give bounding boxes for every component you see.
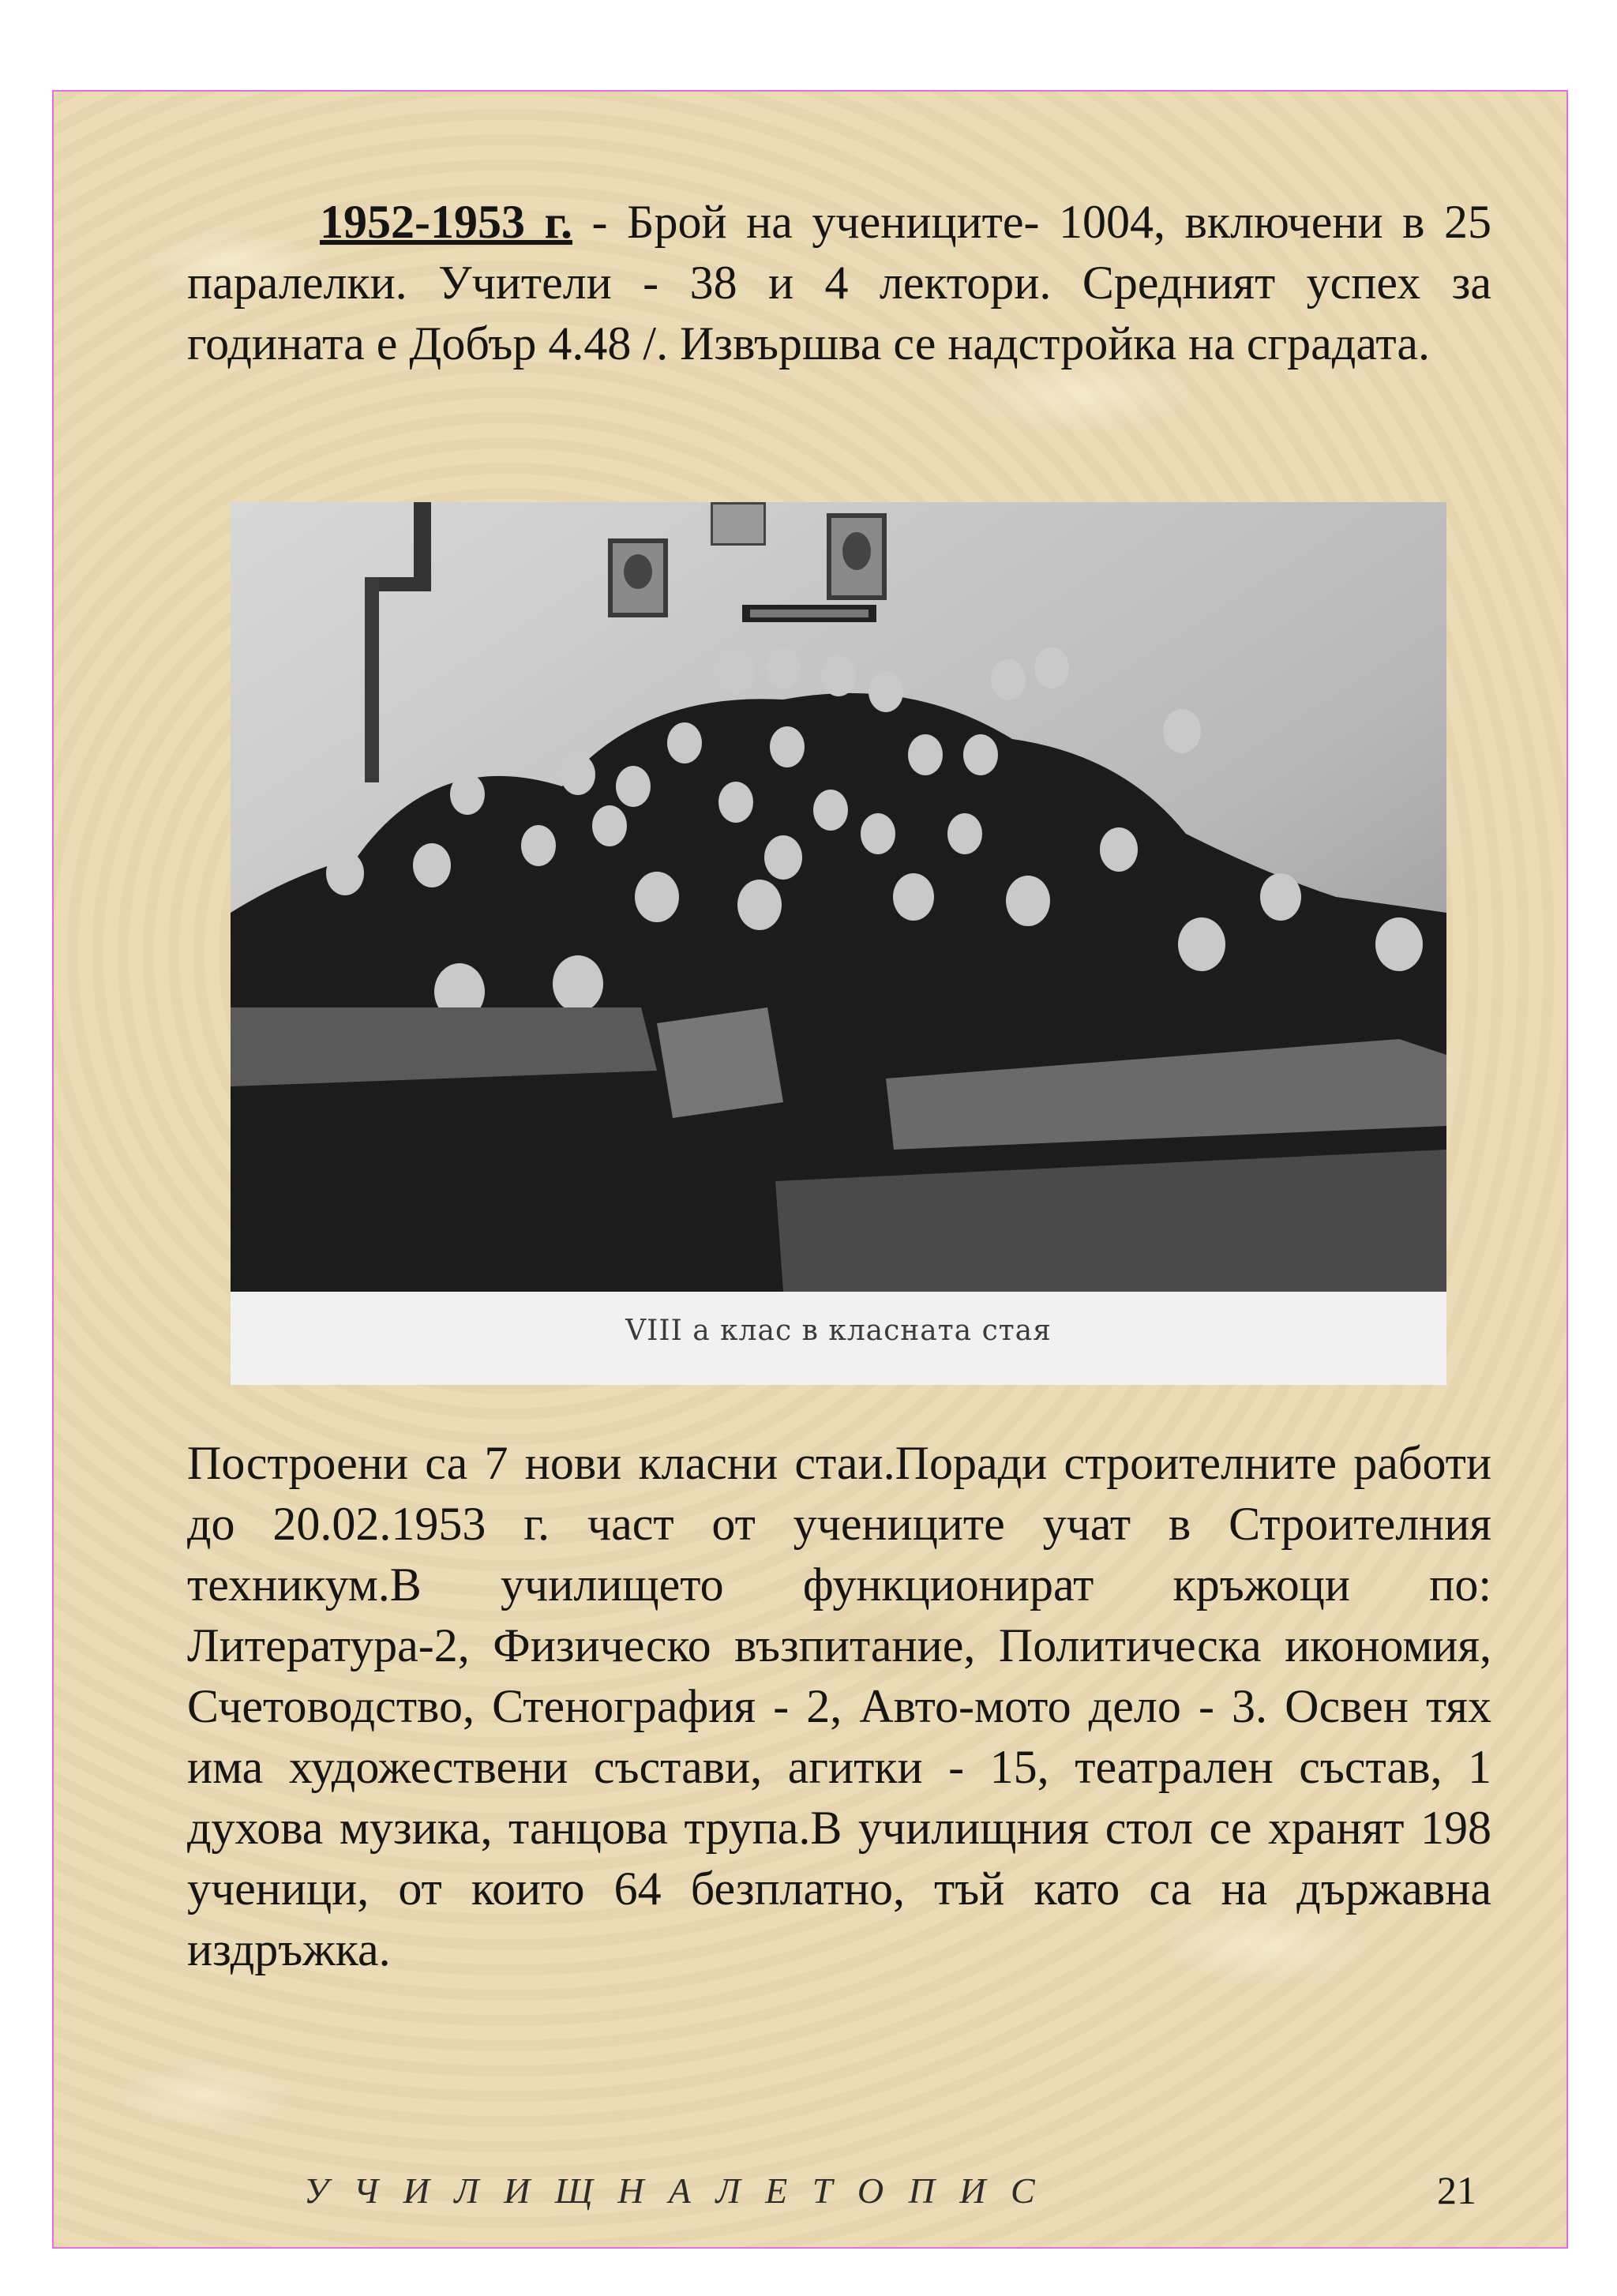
- year-heading: 1952-1953 г.: [320, 196, 572, 248]
- page-number: 21: [1437, 2168, 1476, 2212]
- class-photo-image: [231, 502, 1446, 1385]
- photo-caption: VIII а клас в класната стая: [625, 1315, 1052, 1347]
- paragraph-1-text: - Брой на учениците- 1004, включени в 25 паралелки. Учители - 38 и 4 лектори. Средният успех за годината е Добър 4.48 /. Извършва се надстройка на сградата.: [187, 196, 1491, 370]
- class-photo: [231, 502, 1446, 1385]
- paragraph-school-year-1952-1953: [187, 192, 1491, 374]
- footer-title: У Ч И Л И Щ Н А Л Е Т О П И С: [304, 2170, 1035, 2211]
- paragraph-new-classrooms: Построени са 7 нови класни стаи.Поради строителните работи до 20.02.1953 г. част от учениците учат в Строителния техникум.В училището функционират кръжоци по: Литература-2, Физическо възпитание, Политическа икономия, Счетоводство, Стенография - 2, Авто-мото дело - 3. Освен тях има художествени състави, агитки - 15, театрален състав, 1 духова музика, танцова трупа.В училищния стол се хранят 198 ученици, от които 64 безплатно, тъй като са на държавна издръжка.: [187, 1437, 1491, 1975]
